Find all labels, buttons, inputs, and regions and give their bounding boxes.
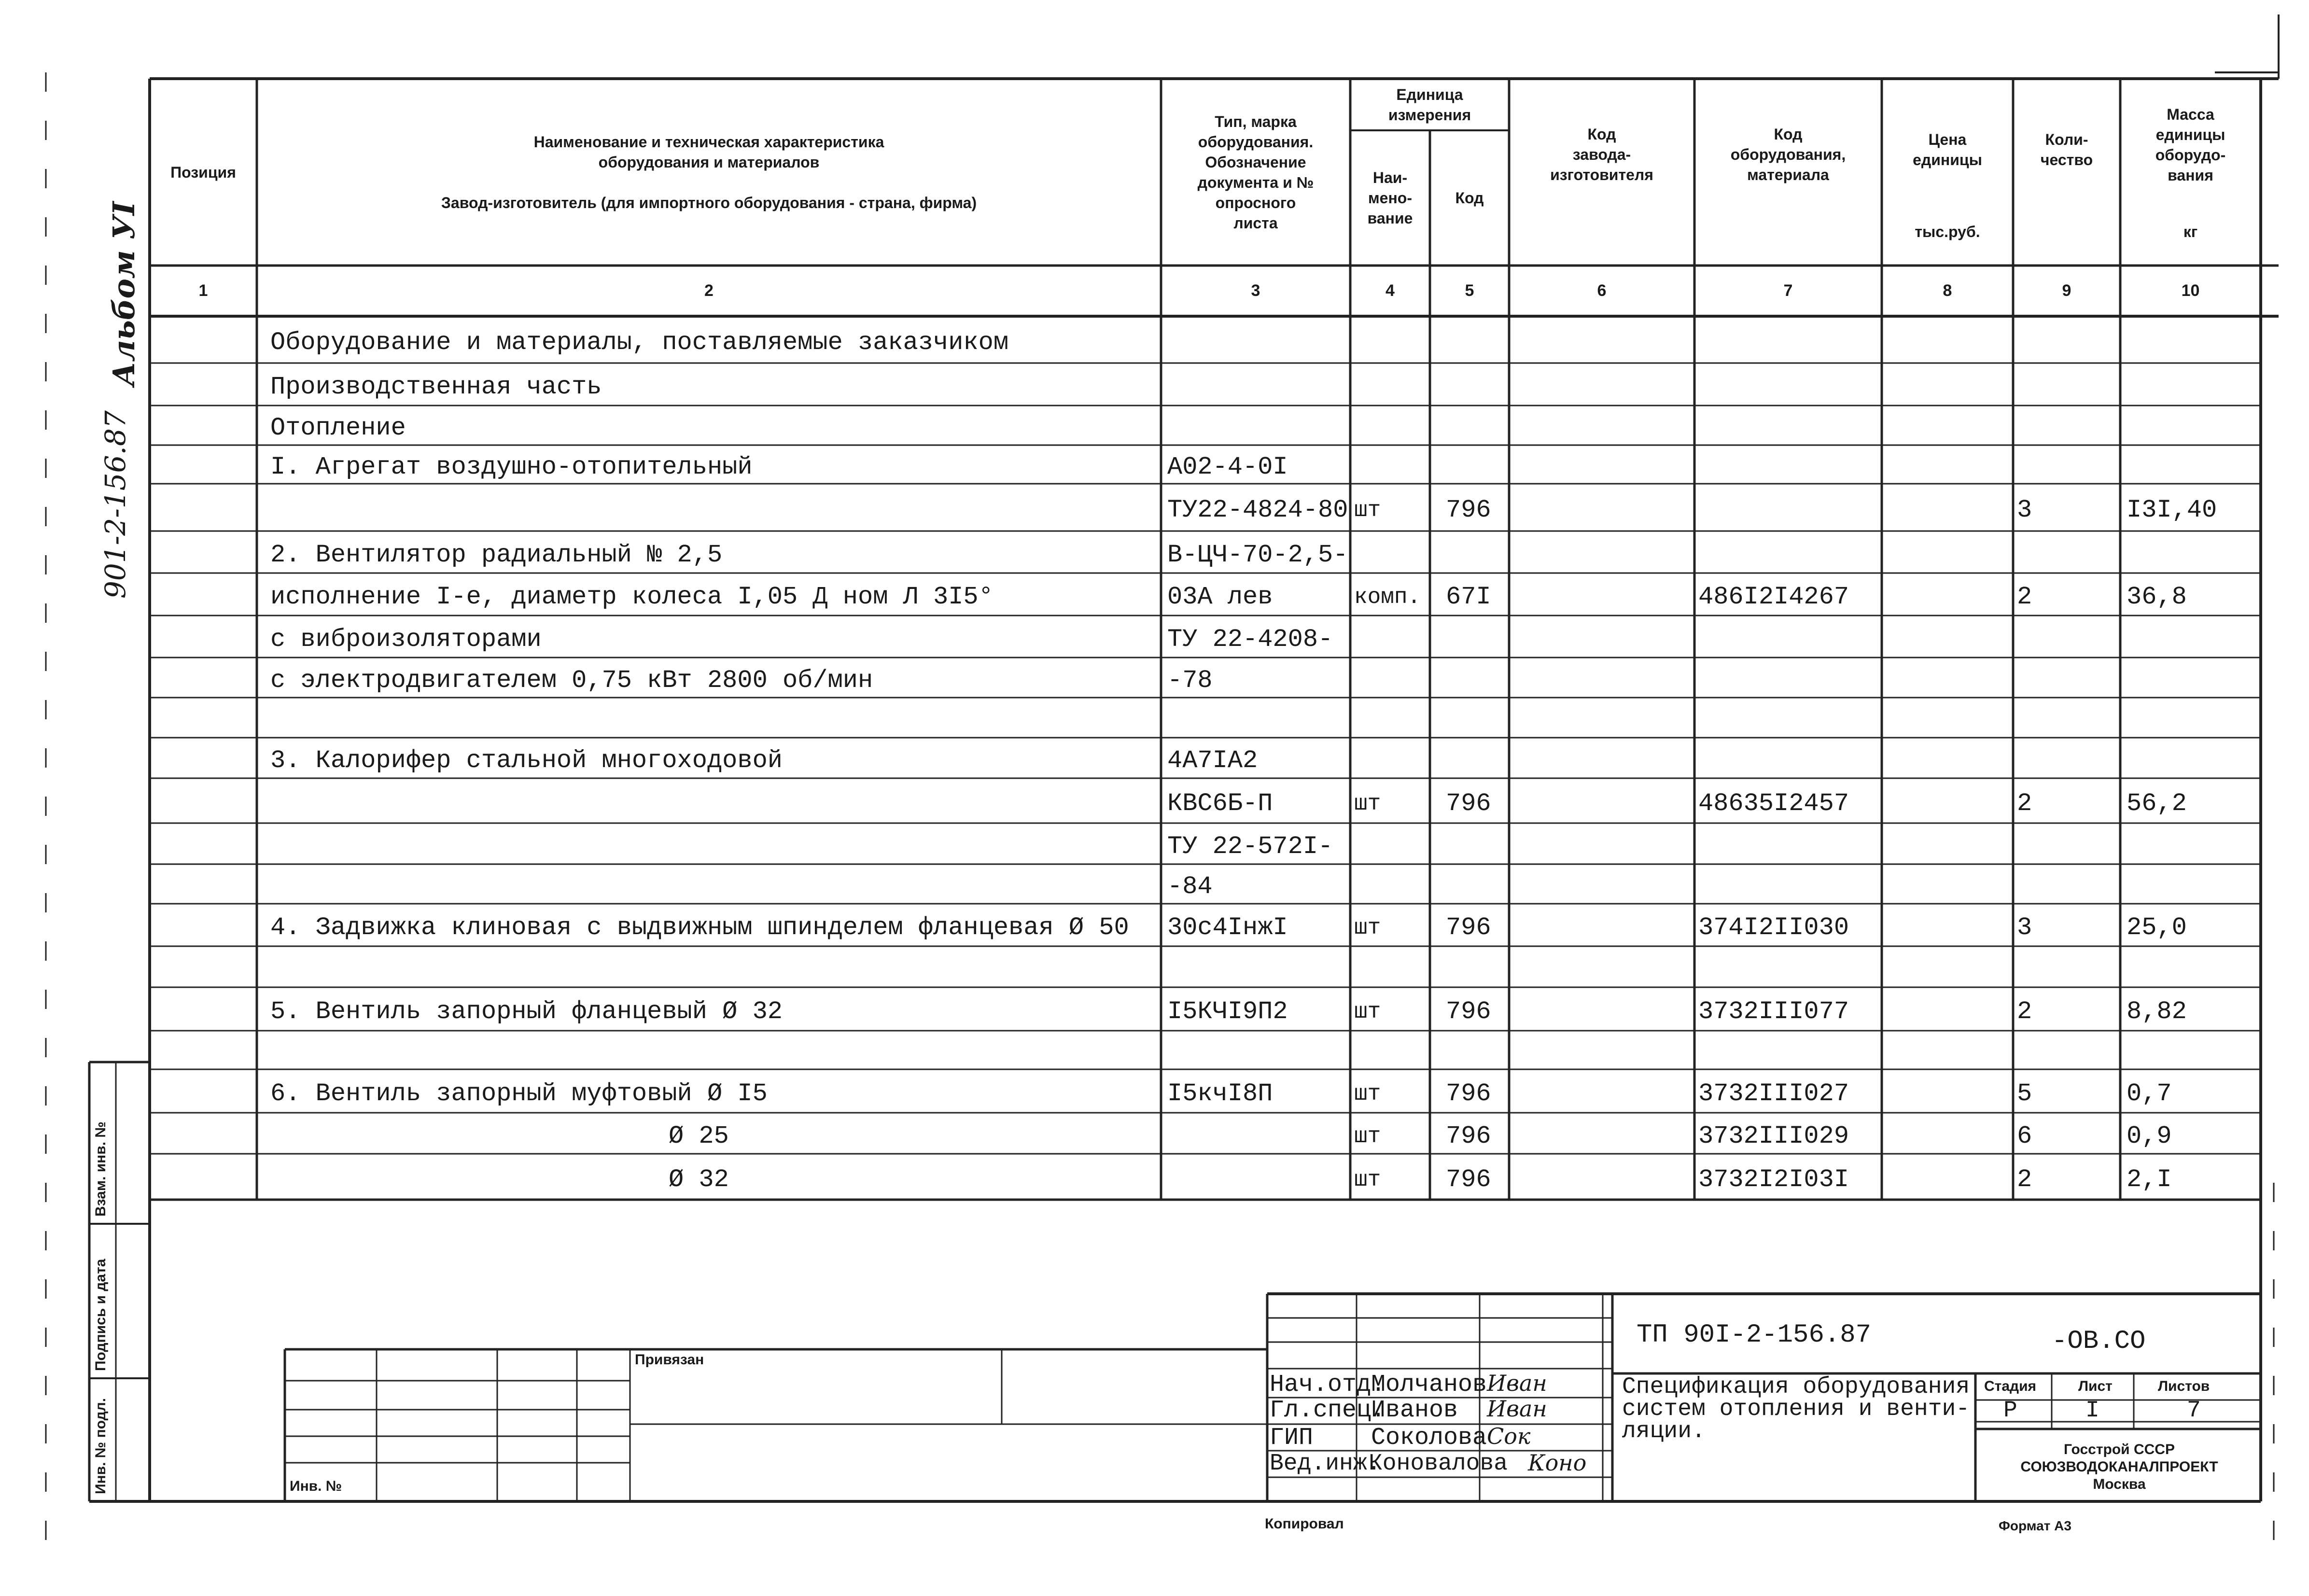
copied-label: Копировал [1265, 1516, 1344, 1532]
col-number-1: 1 [198, 281, 208, 300]
cell-equip-code: 3732III077 [1698, 997, 1849, 1026]
cell-name: 5. Вентиль запорный фланцевый Ø 32 [270, 997, 783, 1026]
staff-role-1: Нач.отд. [1270, 1371, 1386, 1399]
cell-unit: шт [1354, 915, 1381, 940]
cell-equip-code: 3732III027 [1698, 1079, 1849, 1108]
staff-name-2: Иванов [1371, 1397, 1458, 1424]
cell-unit: шт [1354, 1123, 1381, 1149]
cell-unit-code: 796 [1446, 496, 1491, 524]
cell-unit-code: 796 [1446, 997, 1491, 1026]
cell-qty: 2 [2017, 1165, 2032, 1194]
cell-name: Оборудование и материалы, поставляемые заказчиком [270, 328, 1009, 357]
staff-signature-3: Сок [1487, 1423, 1531, 1449]
col-number-5: 5 [1465, 281, 1474, 300]
header-name: Наименование и техническая характеристика оборудования и материалов Завод-изготовитель (для импортного оборудования - страна, фирма) [441, 133, 977, 211]
sheet-value: I [2085, 1398, 2099, 1424]
cell-unit-code: 796 [1446, 1079, 1491, 1108]
cell-name: I. Агрегат воздушно-отопительный [270, 453, 753, 481]
col-number-8: 8 [1943, 281, 1952, 300]
staff-signature-1: Иван [1487, 1370, 1547, 1396]
header-mass-unit: кг [2183, 223, 2198, 240]
staff-role-3: ГИП [1270, 1424, 1314, 1452]
staff-name-3: Соколова [1371, 1424, 1487, 1452]
cell-type: -78 [1167, 666, 1213, 695]
header-quantity: Коли- чество [2040, 131, 2093, 168]
cell-unit: шт [1354, 498, 1381, 523]
col-number-7: 7 [1783, 281, 1793, 300]
cell-name: Отопление [270, 414, 406, 442]
cell-type: I5кчI8П [1167, 1079, 1273, 1108]
cell-type: А02-4-0I [1167, 453, 1288, 481]
cell-type: 03А лев [1167, 583, 1273, 611]
cell-type: ТУ 22-572I- [1167, 832, 1333, 861]
stamp-orig-inv: Инв. № подл. [93, 1398, 109, 1494]
cell-name: 6. Вентиль запорный муфтовый Ø I5 [270, 1079, 768, 1108]
cell-equip-code: 374I2II030 [1698, 913, 1849, 942]
header-mass: Масса единицы оборудо- вания [2155, 106, 2226, 184]
col-number-10: 10 [2181, 281, 2200, 300]
cell-mass: 56,2 [2127, 789, 2187, 818]
cell-unit: шт [1354, 791, 1381, 816]
header-position: Позиция [170, 163, 236, 181]
header-unit-name: Наи- мено- вание [1367, 169, 1413, 227]
cell-qty: 2 [2017, 789, 2032, 818]
header-price-unit: тыс.руб. [1915, 223, 1980, 240]
cell-equip-code: 48635I2457 [1698, 789, 1849, 818]
cell-type: I5КЧI9П2 [1167, 997, 1288, 1026]
stamp-replace-inv: Взам. инв. № [93, 1121, 109, 1217]
cell-mass: 0,7 [2127, 1079, 2172, 1108]
cell-type: ТУ 22-4208- [1167, 625, 1333, 654]
cell-type: -84 [1167, 872, 1213, 901]
stage-label: Стадия [1984, 1378, 2037, 1394]
header-price: Цена единицы [1913, 131, 1982, 168]
cell-name: исполнение I-е, диаметр колеса I,05 Д ном Л 3I5° [270, 583, 994, 611]
cell-qty: 2 [2017, 583, 2032, 611]
sheet-label: Лист [2078, 1378, 2113, 1394]
staff-signature-4: Коно [1528, 1450, 1587, 1476]
cell-unit: комп. [1354, 585, 1421, 610]
staff-name-4: Коновалова [1369, 1451, 1508, 1477]
stamp-sign-date: Подпись и дата [93, 1259, 109, 1371]
doc-code: ТП 90I-2-156.87 [1637, 1320, 1872, 1350]
cell-unit-code: 796 [1446, 789, 1491, 818]
cell-mass: 8,82 [2127, 997, 2187, 1026]
cell-name: 4. Задвижка клиновая с выдвижным шпинделем фланцевая Ø 50 [270, 913, 1129, 942]
staff-name-1: Молчанов [1371, 1371, 1487, 1399]
header-factory-code: Код завода- изготовителя [1550, 126, 1653, 183]
staff-role-4: Вед.инж. [1270, 1451, 1381, 1477]
cell-equip-code: 486I2I4267 [1698, 583, 1849, 611]
cell-qty: 3 [2017, 913, 2032, 942]
header-unit-group: Единица измерения [1388, 85, 1471, 124]
col-number-3: 3 [1251, 281, 1260, 300]
col-number-6: 6 [1597, 281, 1607, 300]
header-equipment-code: Код оборудования, материала [1730, 126, 1846, 183]
sheets-value: 7 [2187, 1398, 2201, 1424]
privyazan-label: Привязан [635, 1352, 704, 1368]
cell-unit: шт [1354, 1081, 1381, 1106]
cell-type: КВС6Б-П [1167, 789, 1273, 818]
cell-mass: I3I,40 [2127, 496, 2217, 524]
cell-mass: 2,I [2127, 1165, 2172, 1194]
margin-project-code: 901-2-156.87 [99, 410, 132, 599]
inv-no-label: Инв. № [290, 1478, 342, 1494]
cell-mass: 25,0 [2127, 913, 2187, 942]
header-unit-code: Код [1455, 189, 1484, 207]
cell-unit: шт [1354, 1167, 1381, 1192]
cell-unit-code: 796 [1446, 1165, 1491, 1194]
cell-unit: шт [1354, 999, 1381, 1024]
cell-qty: 2 [2017, 997, 2032, 1026]
cell-qty: 5 [2017, 1079, 2032, 1108]
doc-suffix: -ОВ.СО [2052, 1327, 2146, 1356]
staff-signature-2: Иван [1487, 1396, 1547, 1422]
cell-name: 3. Калорифер стальной многоходовой [270, 746, 783, 775]
cell-type: В-ЦЧ-70-2,5- [1167, 540, 1348, 569]
staff-role-2: Гл.спец. [1270, 1397, 1386, 1424]
cell-name: Ø 32 [669, 1165, 729, 1194]
album-label: Альбом УI [106, 201, 141, 386]
cell-unit-code: 67I [1446, 583, 1491, 611]
cell-name: Производственная часть [270, 373, 602, 401]
organization: Госстрой СССР СОЮЗВОДОКАНАЛПРОЕКТ Москва [2020, 1442, 2218, 1492]
cell-equip-code: 3732III029 [1698, 1121, 1849, 1150]
col-number-4: 4 [1385, 281, 1395, 300]
cell-mass: 36,8 [2127, 583, 2187, 611]
cell-mass: 0,9 [2127, 1121, 2172, 1150]
doc-title: Спецификация оборудования систем отопления и венти- ляции. [1622, 1374, 1970, 1444]
cell-qty: 3 [2017, 496, 2032, 524]
col-number-2: 2 [704, 281, 714, 300]
cell-type: 4А7IА2 [1167, 746, 1258, 775]
format-label: Формат А3 [1999, 1518, 2071, 1533]
cell-qty: 6 [2017, 1121, 2032, 1150]
sheets-label: Листов [2158, 1378, 2210, 1394]
cell-type: 30с4IнжI [1167, 913, 1288, 942]
stage-value: Р [2003, 1398, 2017, 1424]
cell-unit-code: 796 [1446, 913, 1491, 942]
col-number-9: 9 [2062, 281, 2071, 300]
cell-unit-code: 796 [1446, 1121, 1491, 1150]
header-type: Тип, марка оборудования. Обозначение документа и № опросного листа [1197, 112, 1314, 232]
cell-name: с электродвигателем 0,75 кВт 2800 об/мин [270, 666, 873, 695]
cell-type: ТУ22-4824-80 [1167, 496, 1348, 524]
cell-name: 2. Вентилятор радиальный № 2,5 [270, 540, 723, 569]
cell-name: с виброизоляторами [270, 625, 542, 654]
cell-equip-code: 3732I2I03I [1698, 1165, 1849, 1194]
cell-name: Ø 25 [669, 1121, 729, 1150]
